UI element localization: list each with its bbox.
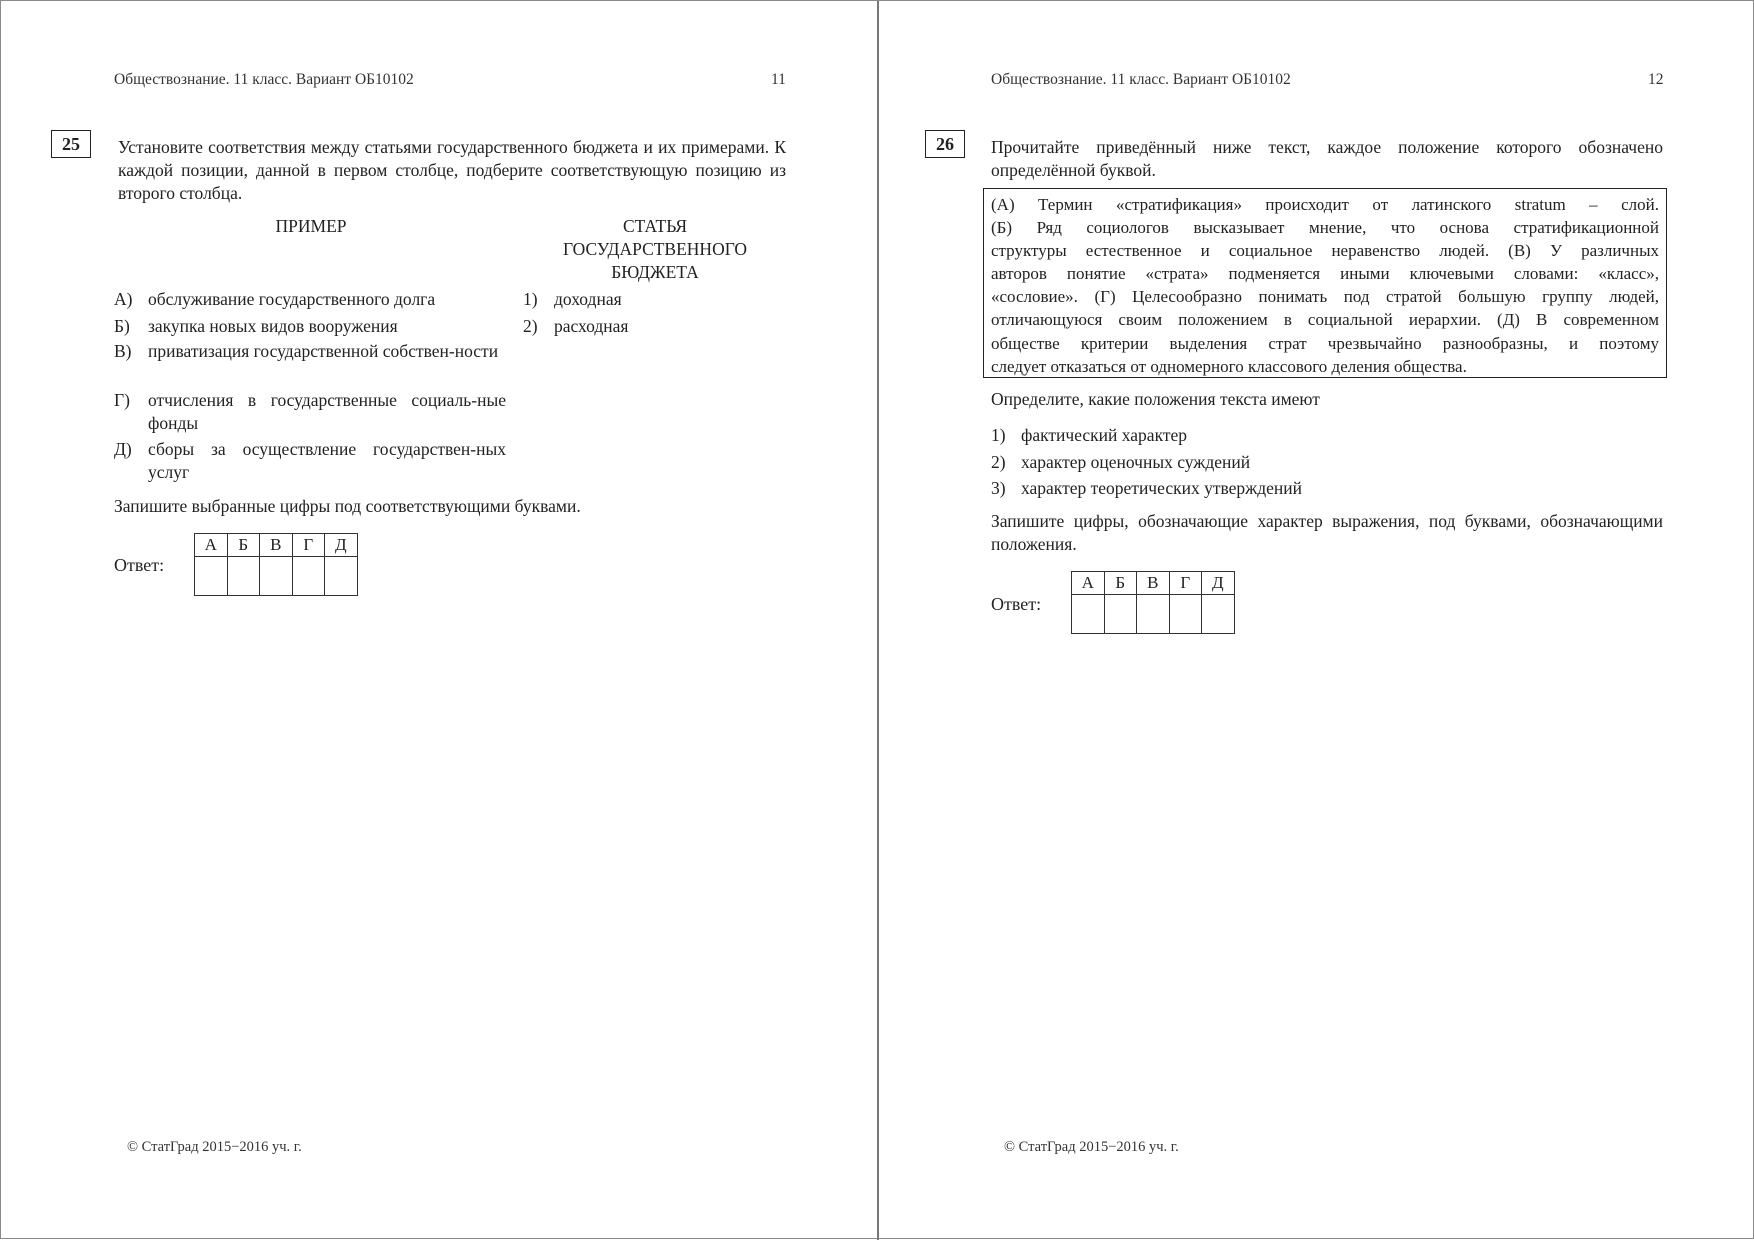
task-number-box: 26 <box>925 130 965 158</box>
characteristic-option <box>991 477 1391 500</box>
answer-cell[interactable] <box>227 557 260 596</box>
quote-line: авторов понятие «страта» подменяется иными ключевыми словами: «класс», <box>991 264 1659 284</box>
answer-label: Ответ: <box>991 594 1042 614</box>
answer-column-header: Д <box>325 534 358 557</box>
answer-cell[interactable] <box>1169 595 1202 634</box>
quote-line: структуры естественное и социальное неравенство людей. (В) У различных <box>991 241 1659 261</box>
option-text: характер теоретических утверждений <box>1021 478 1303 498</box>
answer-column-header: В <box>260 534 293 557</box>
column-title-budget-item: СТАТЬЯ ГОСУДАРСТВЕННОГО БЮДЖЕТА <box>562 216 748 282</box>
page-number: 11 <box>771 71 786 88</box>
task-number-box: 25 <box>51 130 91 158</box>
page-right <box>879 1 1754 1240</box>
answer-cell[interactable] <box>1137 595 1170 634</box>
example-text: приватизация государственной собствен-ности <box>148 341 499 361</box>
option-label: 2) <box>523 316 538 336</box>
answer-column-header: Г <box>1169 572 1202 595</box>
answer-instruction: Запишите цифры, обозначающие характер выражения, под буквами, обозначающими положения. <box>991 511 1663 554</box>
page-header-title: Обществознание. 11 класс. Вариант ОБ10102 <box>114 71 414 88</box>
answer-cell[interactable] <box>292 557 325 596</box>
example-item <box>114 389 506 435</box>
answer-cell[interactable] <box>260 557 293 596</box>
answer-column-header: Г <box>292 534 325 557</box>
answer-cell[interactable] <box>325 557 358 596</box>
page-footer: © СтатГрад 2015−2016 уч. г. <box>127 1139 302 1155</box>
example-item <box>114 340 506 386</box>
quote-line: отличающуюся своим положением в социальной иерархии. (Д) В современном <box>991 310 1659 330</box>
page-number: 12 <box>1648 71 1664 88</box>
quote-line: (А) Термин «стратификация» происходит от латинского stratum – слой. <box>991 195 1659 214</box>
characteristic-option <box>991 424 1391 447</box>
answer-cell[interactable] <box>1104 595 1137 634</box>
example-item <box>114 438 506 484</box>
question-text: Определите, какие положения текста имеют <box>991 389 1320 409</box>
example-text: сборы за осуществление государствен-ных услуг <box>148 439 506 482</box>
example-text: отчисления в государственные социаль-ные фонды <box>148 390 506 433</box>
answer-instruction: Запишите выбранные цифры под соответствующими буквами. <box>114 496 581 516</box>
answer-label: Ответ: <box>114 555 165 575</box>
answer-table <box>1071 571 1235 634</box>
example-text: закупка новых видов вооружения <box>148 316 398 336</box>
budget-option <box>523 315 723 338</box>
task-intro: Прочитайте приведённый ниже текст, каждое положение которого обозначено определённой буквой. <box>991 137 1663 180</box>
example-label: А) <box>114 289 133 309</box>
option-label: 1) <box>991 425 1006 445</box>
example-label: Б) <box>114 316 130 336</box>
example-label: Г) <box>114 390 130 410</box>
quote-line: (Б) Ряд социологов высказывает мнение, что основа стратификационной <box>991 218 1659 238</box>
quoted-text-box <box>983 188 1667 378</box>
option-text: расходная <box>554 316 629 336</box>
answer-cell[interactable] <box>1202 595 1235 634</box>
answer-column-header: Б <box>227 534 260 557</box>
page-left <box>1 1 877 1240</box>
task-intro: Установите соответствия между статьями государственного бюджета и их примерами. К каждой позиции, данной в первом столбце, подберите соответствующую позицию из второго столбца. <box>118 137 786 203</box>
answer-column-header: Б <box>1104 572 1137 595</box>
budget-option <box>523 288 723 311</box>
answer-column-header: Д <box>1202 572 1235 595</box>
option-label: 1) <box>523 289 538 309</box>
option-text: характер оценочных суждений <box>1021 452 1251 472</box>
quote-line: обществе критерии выделения страт чрезвычайно разнообразны, и поэтому <box>991 333 1659 353</box>
quote-line: следует отказаться от одномерного классового деления общества. <box>991 356 1467 376</box>
option-label: 2) <box>991 452 1006 472</box>
answer-cell[interactable] <box>1072 595 1105 634</box>
page-header-title: Обществознание. 11 класс. Вариант ОБ10102 <box>991 71 1291 88</box>
quote-line: «сословие». (Г) Целесообразно понимать под стратой большую группу людей, <box>991 287 1659 307</box>
example-item <box>114 288 506 311</box>
answer-cell[interactable] <box>195 557 228 596</box>
answer-column-header: В <box>1137 572 1170 595</box>
answer-column-header: А <box>1072 572 1105 595</box>
page-footer: © СтатГрад 2015−2016 уч. г. <box>1004 1139 1179 1155</box>
example-label: Д) <box>114 439 132 459</box>
characteristic-option <box>991 451 1391 474</box>
option-text: доходная <box>554 289 622 309</box>
option-label: 3) <box>991 478 1006 498</box>
option-text: фактический характер <box>1021 425 1188 445</box>
example-item <box>114 315 506 338</box>
answer-column-header: А <box>195 534 228 557</box>
answer-table <box>194 533 358 596</box>
example-text: обслуживание государственного долга <box>148 289 436 309</box>
example-label: В) <box>114 341 132 361</box>
column-title-example: ПРИМЕР <box>275 216 347 236</box>
